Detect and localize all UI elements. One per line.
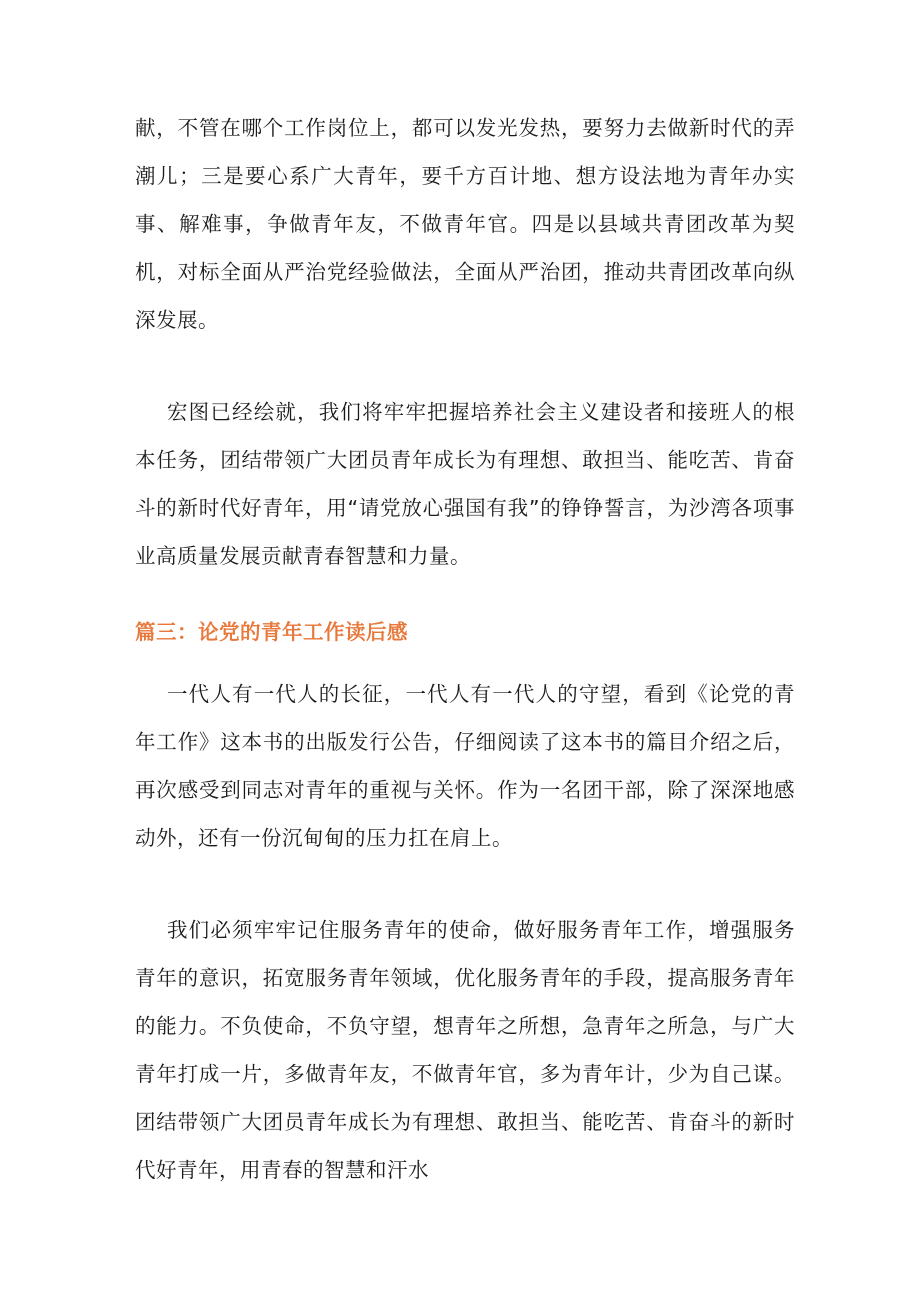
paragraph-continuation: 献，不管在哪个工作岗位上，都可以发光发热，要努力去做新时代的弄潮儿；三是要心系广大青年，要千方百计地、想方设法地为青年办实事、解难事，争做青年友，不做青年官。四是以县域共青团改革为契机，对标全面从严治党经验做法，全面从严治团，推动共青团改革向纵深发展。 [135, 116, 795, 332]
paragraph-mission: 我们必须牢牢记住服务青年的使命，做好服务青年工作，增强服务青年的意识，拓宽服务青年领域，优化服务青年的手段，提高服务青年的能力。不负使命，不负守望，想青年之所想，急青年之所急，与广大青年打成一片，多做青年友，不做青年官，多为青年计，少为自己谋。团结带领广大团员青年成长为有理想、敢担当、能吃苦、肯奋斗的新时代好青年，用青春的智慧和汗水 [135, 918, 795, 1182]
document-body [135, 104, 795, 1194]
paragraph-blueprint: 宏图已经绘就，我们将牢牢把握培养社会主义建设者和接班人的根本任务，团结带领广大团员青年成长为有理想、敢担当、能吃苦、肯奋斗的新时代好青年，用“请党放心强国有我”的铮铮誓言，为沙湾各项事业高质量发展贡献青春智慧和力量。 [135, 400, 795, 568]
section-heading: 篇三：论党的青年工作读后感 [135, 620, 408, 644]
paragraph-intro: 一代人有一代人的长征，一代人有一代人的守望，看到《论党的青年工作》这本书的出版发行公告，仔细阅读了这本书的篇目介绍之后，再次感受到同志对青年的重视与关怀。作为一名团干部，除了深深地感动外，还有一份沉甸甸的压力扛在肩上。 [135, 682, 795, 850]
